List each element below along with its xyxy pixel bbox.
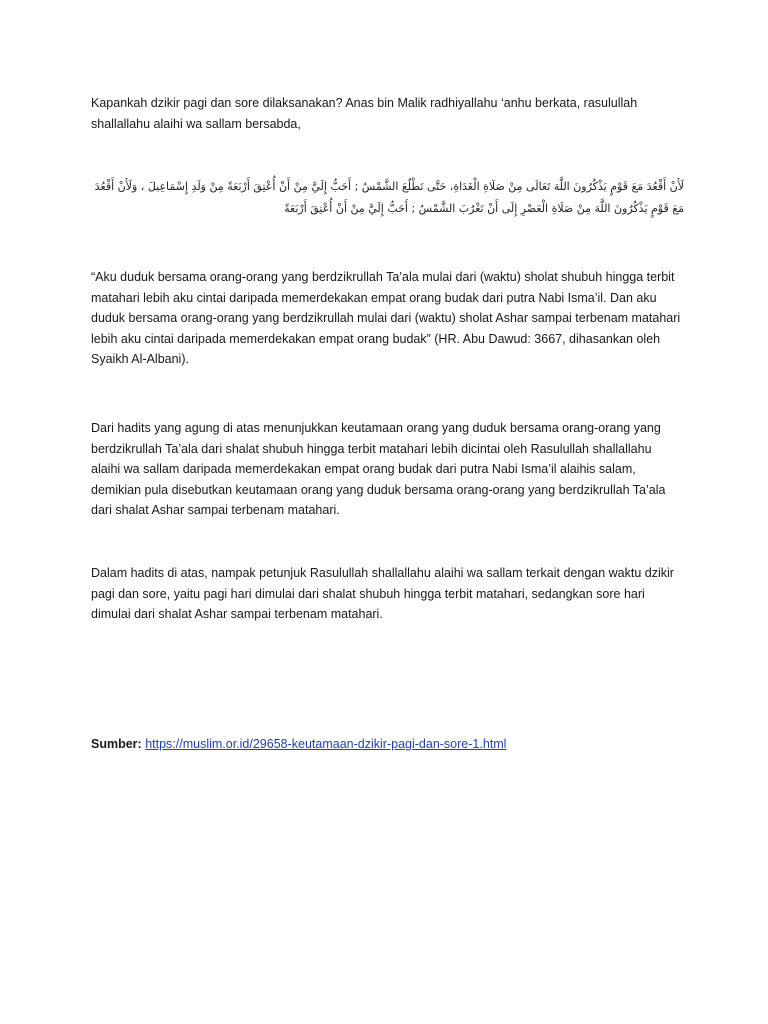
explanation-paragraph: Dari hadits yang agung di atas menunjukkan keutamaan orang yang duduk bersama orang-orang yang berdzikrullah Ta’ala dari shalat shubuh hingga terbit matahari lebih dicintai oleh Rasulullah shallallahu alaihi wa sallam daripada memerdekakan empat orang budak dari putra Nabi Isma’il alaihis salam, demikian pula disebutkan keutamaan orang yang duduk bersama orang-orang yang berdzikrullah Ta’ala dari shalat Ashar sampai terbenam matahari. bbox=[91, 421, 666, 517]
source-link[interactable]: https://muslim.or.id/29658-keutamaan-dzikir-pagi-dan-sore-1.html bbox=[145, 737, 507, 751]
translation-paragraph: “Aku duduk bersama orang-orang yang berdzikrullah Ta’ala mulai dari (waktu) sholat shubuh hingga terbit matahari lebih aku cintai daripada memerdekakan empat orang budak dari putra Nabi Isma’il. Dan aku duduk bersama orang-orang yang berdzikrullah mulai dari (waktu) sholat Ashar sampai terbenam matahari lebih aku cintai daripada memerdekakan empat orang budak” (HR. Abu Dawud: 3667, dihasankan oleh Syaikh Al-Albani). bbox=[91, 270, 681, 366]
intro-paragraph: Kapankah dzikir pagi dan sore dilaksanakan? Anas bin Malik radhiyallahu ‘anhu berkata, rasulullah shallallahu alaihi wa sallam bersabda, bbox=[91, 96, 638, 131]
arabic-hadith-text: لَأَنْ أَقْعُدَ مَعَ قَوْمٍ يَذْكُرُونَ اللَّهَ تَعَالَى مِنْ صَلَاةِ الْغَدَاةِ، حَتَّى تَطْلُعَ الشَّمْسُ ; أَحَبُّ إِلَيَّ مِنْ أَنْ أُعْتِقَ أَرْبَعَةً مِنْ وَلَدِ إِسْمَاعِيلَ ، وَلَأَنْ أَقْعُدَ مَعَ قَوْمٍ يَذْكُرُونَ اللَّهَ مِنْ صَلَاةِ الْعَصْرِ إِلَى أَنْ تَغْرُبَ الشَّمْسُ ; أَحَبُّ إِلَيَّ مِنْ أَنْ أُعْتِقَ أَرْبَعَةً bbox=[94, 180, 684, 215]
source-label: Sumber: bbox=[91, 737, 142, 751]
conclusion-paragraph: Dalam hadits di atas, nampak petunjuk Rasulullah shallallahu alaihi wa sallam terkait dengan waktu dzikir pagi dan sore, yaitu pagi hari dimulai dari shalat shubuh hingga terbit matahari, sedangkan sore hari dimulai dari shalat Ashar sampai terbenam matahari. bbox=[91, 566, 674, 621]
source-line bbox=[91, 735, 506, 753]
